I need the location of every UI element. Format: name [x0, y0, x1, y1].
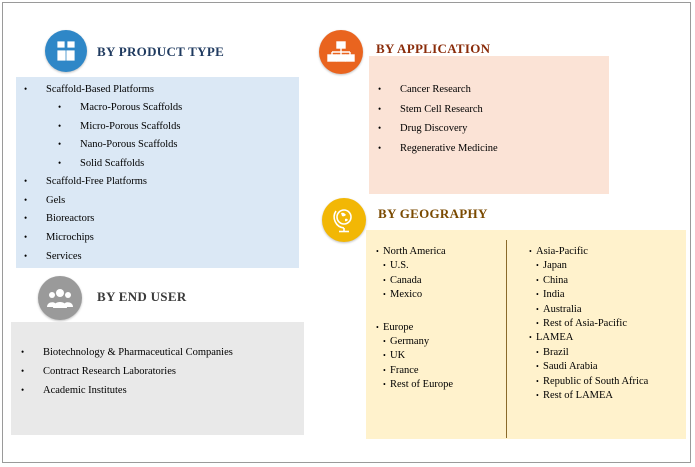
list-item: • Biotechnology & Pharmaceutical Companies: [43, 347, 233, 366]
country-item: • UK: [383, 349, 453, 363]
list-item: • Stem Cell Research: [400, 104, 498, 124]
geography-right-column: [536, 245, 648, 403]
application-box: [369, 56, 609, 194]
application-circle: [319, 30, 363, 74]
end-user-circle: [38, 276, 82, 320]
application-list: [400, 84, 498, 162]
geography-left-column: [383, 245, 453, 393]
country-item: • Germany: [383, 335, 453, 349]
spacer: [383, 303, 453, 321]
region-item: • Asia-Pacific: [536, 245, 648, 259]
list-item: • Gels: [46, 195, 147, 214]
list-item: • Microchips: [46, 232, 147, 251]
country-item: • China: [536, 274, 648, 288]
list-item: • Regenerative Medicine: [400, 143, 498, 163]
list-item: • Services: [46, 251, 147, 270]
country-item: • Saudi Arabia: [536, 360, 648, 374]
list-item: • Micro-Porous Scaffolds: [80, 121, 182, 140]
country-item: • Republic of South Africa: [536, 375, 648, 389]
region-item: • LAMEA: [536, 331, 648, 345]
country-item: • India: [536, 288, 648, 302]
country-item: • Japan: [536, 259, 648, 273]
product-type-heading: BY PRODUCT TYPE: [97, 44, 225, 59]
list-item: • Solid Scaffolds: [80, 158, 182, 177]
list-item: • Scaffold-Based Platforms: [46, 84, 154, 103]
region-item: • North America: [383, 245, 453, 259]
geography-box: [366, 230, 686, 439]
list-item: • Cancer Research: [400, 84, 498, 104]
country-item: • Canada: [383, 274, 453, 288]
list-item: • Contract Research Laboratories: [43, 366, 233, 385]
region-item: • Europe: [383, 321, 453, 335]
list-item: • Drug Discovery: [400, 123, 498, 143]
end-user-heading: BY END USER: [97, 289, 187, 304]
product-type-box: [16, 77, 299, 268]
country-item: • Rest of LAMEA: [536, 389, 648, 403]
list-item: • Nano-Porous Scaffolds: [80, 139, 182, 158]
country-item: • Rest of Europe: [383, 378, 453, 392]
country-item: • Mexico: [383, 288, 453, 302]
flowchart-icon: [327, 40, 355, 64]
globe-icon: [331, 206, 357, 234]
boxes-icon: [53, 38, 79, 64]
application-heading: BY APPLICATION: [376, 41, 491, 56]
users-icon: [45, 286, 75, 310]
country-item: • Rest of Asia-Pacific: [536, 317, 648, 331]
country-item: • Australia: [536, 303, 648, 317]
product-type-sublist: [80, 102, 182, 177]
end-user-box: [11, 322, 304, 435]
geography-heading: BY GEOGRAPHY: [378, 206, 488, 221]
list-item: • Academic Institutes: [43, 385, 233, 404]
end-user-list: [43, 347, 233, 404]
product-type-list: [46, 84, 154, 103]
list-item: • Macro-Porous Scaffolds: [80, 102, 182, 121]
list-item: • Bioreactors: [46, 213, 147, 232]
geography-circle: [322, 198, 366, 242]
product-type-list-2: [46, 176, 147, 269]
country-item: • U.S.: [383, 259, 453, 273]
geography-divider: [506, 240, 507, 438]
product-type-circle: [45, 30, 87, 72]
country-item: • Brazil: [536, 346, 648, 360]
list-item: • Scaffold-Free Platforms: [46, 176, 147, 195]
country-item: • France: [383, 364, 453, 378]
